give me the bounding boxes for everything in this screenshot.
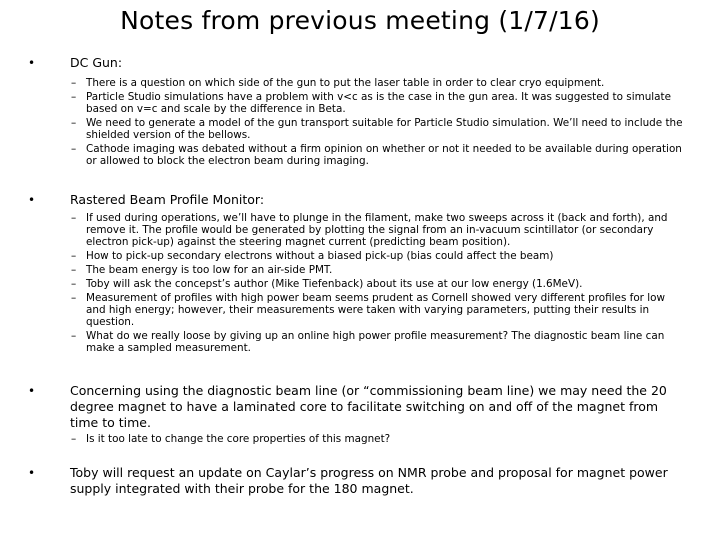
item-text: What do we really loose by giving up an online high power profile measurement? The diagnostic beam line can make a sampled measurement. xyxy=(86,330,665,354)
list-item xyxy=(71,330,686,354)
list-item xyxy=(71,117,686,141)
dash-icon: – xyxy=(71,292,77,304)
item-text: Measurement of profiles with high power beam seems prudent as Cornell showed very different profiles for low and high energy; however, their measurements were taken with varying parameters, putting their results in question. xyxy=(86,292,665,328)
bullet-icon: • xyxy=(28,56,36,70)
list-item xyxy=(71,77,686,89)
list-item xyxy=(71,212,686,248)
bullet-icon: • xyxy=(28,466,36,480)
bullet-icon: • xyxy=(28,193,36,207)
section-items-diagnostic-beam-line xyxy=(71,433,686,447)
item-text: We need to generate a model of the gun transport suitable for Particle Studio simulation. We’ll need to include the shielded version of the bellows. xyxy=(86,117,683,141)
item-text: Toby will ask the concepst’s author (Mike Tiefenback) about its use at our low energy (1.6MeV). xyxy=(86,278,583,290)
list-item xyxy=(71,292,686,328)
section-heading-dc-gun: DC Gun: xyxy=(70,55,123,70)
item-text: Particle Studio simulations have a problem with v<c as is the case in the gun area. It was suggested to simulate based on v=c and scale by the difference in Beta. xyxy=(86,91,672,115)
section-heading-beam-profile-monitor: Rastered Beam Profile Monitor: xyxy=(70,192,265,207)
dash-icon: – xyxy=(71,250,77,262)
dash-icon: – xyxy=(71,278,77,290)
item-text: How to pick-up secondary electrons without a biased pick-up (bias could affect the beam) xyxy=(86,250,554,262)
slide-title: Notes from previous meeting (1/7/16) xyxy=(120,6,600,35)
section-items-beam-profile-monitor xyxy=(71,212,686,356)
dash-icon: – xyxy=(71,264,77,276)
list-item xyxy=(71,264,686,276)
bullet-icon: • xyxy=(28,384,36,398)
dash-icon: – xyxy=(71,212,77,224)
list-item xyxy=(71,433,686,445)
dash-icon: – xyxy=(71,330,77,342)
item-text: Cathode imaging was debated without a firm opinion on whether or not it needed to be available during operation or allowed to block the electron beam during imaging. xyxy=(86,143,682,167)
item-text: If used during operations, we’ll have to plunge in the filament, make two sweeps across it (back and forth), and remove it. The profile would be generated by plotting the signal from an in-vacuum scintillator (or secondary electron pick-up) against the steering magnet current (predicting beam position). xyxy=(86,212,668,248)
dash-icon: – xyxy=(71,143,77,155)
dash-icon: – xyxy=(71,77,77,89)
list-item xyxy=(71,91,686,115)
dash-icon: – xyxy=(71,433,77,445)
dash-icon: – xyxy=(71,117,77,129)
item-text: The beam energy is too low for an air-side PMT. xyxy=(86,264,333,276)
item-text: Is it too late to change the core properties of this magnet? xyxy=(86,433,391,445)
section-heading-diagnostic-beam-line: Concerning using the diagnostic beam line (or “commissioning beam line) we may need the 20 degree magnet to have a laminated core to facilitate switching on and off of the magnet from time to time. xyxy=(70,383,667,430)
list-item xyxy=(71,278,686,290)
section-items-dc-gun xyxy=(71,77,686,169)
section-heading-nmr-probe: Toby will request an update on Caylar’s progress on NMR probe and proposal for magnet power supply integrated with their probe for the 180 magnet. xyxy=(70,465,668,496)
list-item xyxy=(71,143,686,167)
item-text: There is a question on which side of the gun to put the laser table in order to clear cryo equipment. xyxy=(86,77,605,89)
list-item xyxy=(71,250,686,262)
dash-icon: – xyxy=(71,91,77,103)
